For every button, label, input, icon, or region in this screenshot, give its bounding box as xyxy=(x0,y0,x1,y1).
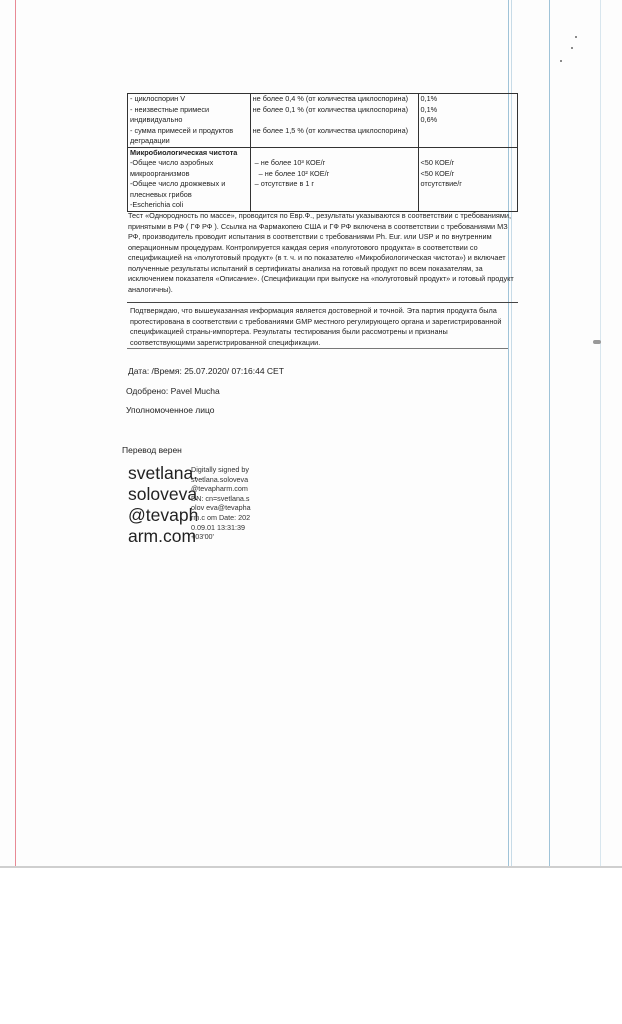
confirmation-paragraph: Подтверждаю, что вышеуказанная информация является достоверной и точной. Эта партия продукта была протестирована в соответствии с требованиями GMP местного регулирующего органа и зарегистрированной спецификацией страны-импортера. Результаты тестирования были рассмотрены и признаны соответствующими зарегистрированной спецификации. xyxy=(130,306,502,347)
impurity-name: - неизвестные примеси индивидуально xyxy=(130,104,210,124)
table-row-impurities xyxy=(128,94,518,148)
digital-signature-details: Digitally signed by svetlana.soloveva @tevapharm.com DN: cn=svetlana.solov eva@tevapharm.c om Date: 2020.09.01 13:31:39 +03'00' xyxy=(191,465,251,542)
micro-limit: – не более 10² КОЕ/г xyxy=(258,168,330,178)
micro-limits-cell xyxy=(250,147,418,211)
scan-bottom-edge xyxy=(0,866,622,868)
signature-name-line: soloveva xyxy=(128,484,198,504)
impurity-name: - циклоспорин V xyxy=(130,94,186,103)
authorized-person-line: Уполномоченное лицо xyxy=(126,405,215,415)
specification-table xyxy=(127,93,518,212)
impurity-limit: не более 0,4 % (от количества циклоспорина) xyxy=(252,94,409,103)
impurity-result: 0,6% xyxy=(420,115,438,124)
micro-name: -Общее число аэробных микроорганизмов xyxy=(130,158,214,178)
micro-limit: – отсутствие в 1 г xyxy=(254,179,315,188)
note-paragraph: Тест «Однородность по массе», проводится по Евр.Ф., результаты указываются в соответствии с требованиями, принятыми в РФ ( ГФ РФ ). Ссылка на Фармакопею США и ГФ РФ включена в соответствии с требованиями МЗ РФ, производитель проводит испытания в соответствии с требованиями Ph. Eur. или USP и по внутренним операционным процедурам. Контролируется каждая серия «полуготового продукта» в соответствии со спецификацией на «полуготовый продукт» (в т. ч. и по показателю «Микробиологическая чистота») и включает полученные результаты испытаний в сертификаты анализа на готовый продукт по всем показателям, за исключением показателя «Описание». (Спецификации при выпуске на «полуготовый продукт» и готовый продукт аналогичны). xyxy=(128,211,514,294)
scan-speck xyxy=(575,36,577,38)
micro-title: Микробиологическая чистота xyxy=(130,147,238,157)
micro-result: отсутствие/г xyxy=(420,179,462,188)
impurity-result: 0,1% xyxy=(420,94,438,103)
micro-name: -Общее число дрожжевых и плесневых грибов xyxy=(130,179,226,199)
micro-results-cell xyxy=(418,147,517,211)
scan-speck xyxy=(560,60,562,62)
micro-result: <50 КОЕ/г xyxy=(420,168,455,178)
confirmation-underline xyxy=(127,348,508,349)
micro-name: -Escherichia coli xyxy=(130,200,184,209)
impurity-results-cell xyxy=(418,94,517,148)
impurity-limit: не более 0,1 % (от количества циклоспорина) xyxy=(252,104,409,114)
signature-name-line: arm.com xyxy=(128,526,197,546)
digital-signature-name xyxy=(128,463,198,547)
impurity-limits-cell xyxy=(250,94,418,148)
signature-name-line: svetlana. xyxy=(128,463,199,483)
scan-speck xyxy=(571,47,573,49)
divider-line xyxy=(127,302,518,303)
left-margin-line xyxy=(15,0,16,866)
micro-limit: – не более 10³ КОЕ/г xyxy=(254,158,326,167)
scan-speck xyxy=(593,340,601,344)
impurity-limit: не более 1,5 % (от количества циклоспорина) xyxy=(252,125,409,135)
right-edge-line xyxy=(600,0,601,866)
impurity-result: 0,1% xyxy=(420,104,438,114)
micro-names-cell xyxy=(128,147,251,211)
impurity-names-cell xyxy=(128,94,251,148)
table-row-microbiology xyxy=(128,147,518,211)
translation-verified-line: Перевод верен xyxy=(122,445,182,455)
signature-name-line: @tevaph xyxy=(128,505,199,525)
right-margin-line-3 xyxy=(549,0,550,866)
impurity-name: - сумма примесей и продуктов деградации xyxy=(130,125,234,145)
micro-result: <50 КОЕ/г xyxy=(420,158,455,167)
date-line: Дата: /Время: 25.07.2020/ 07:16:44 CET xyxy=(128,366,284,376)
approved-line: Одобрено: Pavel Mucha xyxy=(126,386,220,396)
